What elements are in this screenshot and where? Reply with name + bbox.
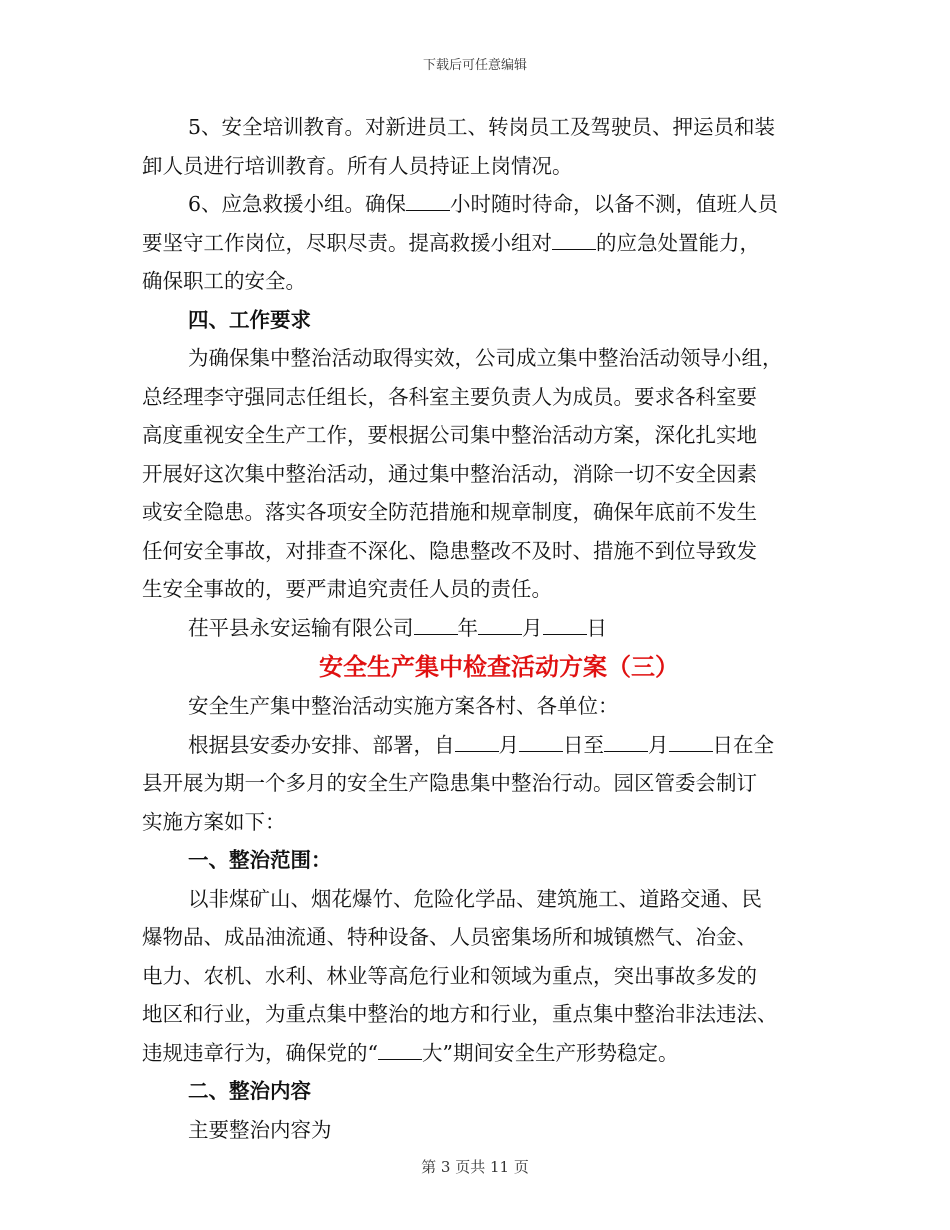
- document-title: 安全生产集中检查活动方案（三）: [319, 652, 679, 681]
- paragraph-line: 电力、农机、水利、林业等高危行业和领域为重点，突出事故多发的: [142, 963, 757, 988]
- text-run: 月: [498, 732, 519, 757]
- paragraph-line: 高度重视安全生产工作，要根据公司集中整治活动方案，深化扎实地: [142, 423, 757, 447]
- text-run: 的应急处置能力，: [596, 230, 760, 255]
- fill-blank: [455, 733, 499, 752]
- paragraph-line: 任何安全事故，对排查不深化、隐患整改不及时、措施不到位导致发: [142, 538, 757, 563]
- fill-blank: [552, 231, 596, 250]
- section-heading: 四、工作要求: [188, 307, 311, 332]
- paragraph-line: 生安全事故的，要严肃追究责任人员的责任。: [142, 577, 552, 601]
- text-run: 日至: [563, 732, 604, 757]
- section-heading: 二、整治内容: [188, 1079, 311, 1103]
- paragraph-line: [142, 726, 810, 765]
- text-run: 根据县安委办安排、部署，自: [188, 732, 455, 757]
- paragraph-line: [142, 1034, 810, 1073]
- paragraph-line: 地区和行业，为重点集中整治的地方和行业，重点集中整治非法违法、: [142, 1002, 778, 1026]
- page-header: 下载后可任意编辑: [422, 58, 527, 73]
- fill-blank: [378, 1041, 422, 1060]
- paragraph-line: 实施方案如下：: [142, 809, 286, 834]
- paragraph-line: 开展好这次集中整治活动，通过集中整治活动，消除一切不安全因素: [142, 461, 757, 486]
- signature-line: [142, 609, 810, 648]
- company-name: 茌平县永安运输有限公司: [188, 615, 414, 640]
- fill-blank: [478, 616, 522, 635]
- paragraph-line: 总经理李守强同志任组长，各科室主要负责人为成员。要求各科室要: [142, 384, 757, 409]
- text-run: 6、应急救援小组。确保: [188, 192, 407, 216]
- paragraph-line: 以非煤矿山、烟花爆竹、危险化学品、建筑施工、道路交通、民: [188, 886, 762, 911]
- fill-blank: [669, 733, 713, 752]
- paragraph-line: 主要整治内容为: [188, 1117, 332, 1142]
- paragraph-line: 5、安全培训教育。对新进员工、转岗员工及驾驶员、押运员和装: [188, 115, 776, 139]
- document-body: [142, 108, 810, 1149]
- paragraph-line: 卸人员进行培训教育。所有人员持证上岗情况。: [142, 153, 573, 178]
- page-footer: 第 3 页共 11 页: [421, 1158, 529, 1176]
- paragraph-line: 安全生产集中整治活动实施方案各村、各单位：: [188, 694, 619, 718]
- text-run: 大”期间安全生产形势稳定。: [421, 1040, 679, 1065]
- paragraph-line: 为确保集中整治活动取得实效，公司成立集中整治活动领导小组，: [188, 346, 783, 370]
- text-run: 日在全: [712, 732, 774, 757]
- fill-blank: [406, 192, 450, 211]
- paragraph-line: 爆物品、成品油流通、特种设备、人员密集场所和城镇燃气、冶金、: [142, 925, 757, 949]
- section-heading: 一、整治范围：: [188, 848, 332, 872]
- paragraph-line: 确保职工的安全。: [142, 269, 306, 293]
- text-run: 月: [648, 732, 669, 757]
- paragraph-line: [142, 224, 810, 263]
- text-run: 月: [522, 615, 543, 640]
- fill-blank: [414, 616, 458, 635]
- text-run: 日: [586, 615, 607, 640]
- text-run: 年: [457, 615, 478, 640]
- paragraph-line: [142, 185, 810, 224]
- text-run: 违规违章行为，确保党的“: [142, 1040, 378, 1065]
- fill-blank: [604, 733, 648, 752]
- paragraph-line: 或安全隐患。落实各项安全防范措施和规章制度，确保年底前不发生: [142, 500, 757, 524]
- text-run: 小时随时待命，以备不测，值班人员: [450, 192, 779, 216]
- text-run: 要坚守工作岗位，尽职尽责。提高救援小组对: [142, 230, 552, 255]
- fill-blank: [519, 733, 563, 752]
- fill-blank: [543, 616, 587, 635]
- paragraph-line: 县开展为期一个多月的安全生产隐患集中整治行动。园区管委会制订: [142, 771, 757, 795]
